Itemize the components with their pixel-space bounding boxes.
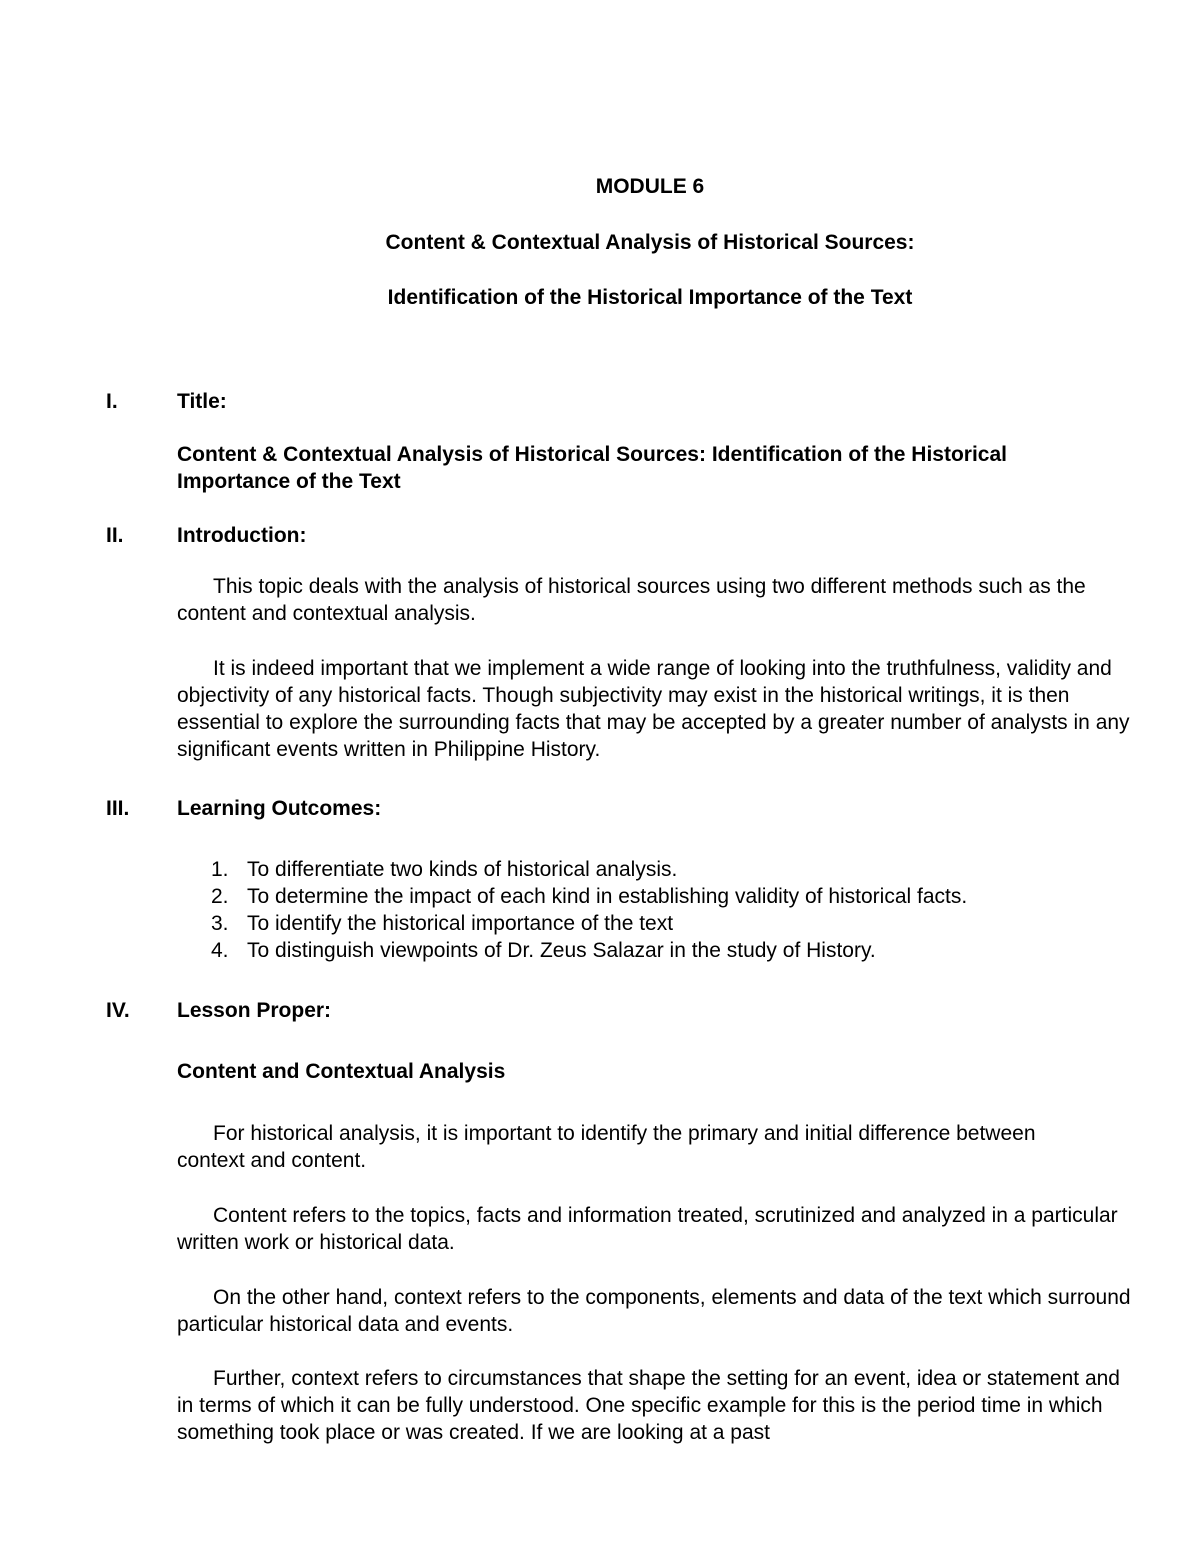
- section-heading-intro: Introduction:: [177, 524, 307, 547]
- section-heading-lesson: Lesson Proper:: [177, 999, 332, 1022]
- title-text-line-1: Content & Contextual Analysis of Historical Sources: Identification of the Historical: [177, 443, 1008, 466]
- title-text-line-2: Importance of the Text: [177, 470, 401, 493]
- section-number-outcomes: III.: [106, 797, 130, 820]
- module-subtitle-2: Identification of the Historical Importance of the Text: [387, 286, 913, 309]
- intro-paragraph-1: This topic deals with the analysis of historical sources using two different methods such as the content and contextual analysis.: [177, 575, 1086, 625]
- lesson-paragraph-4: Further, context refers to circumstances that shape the setting for an event, idea or statement and in terms of which it can be fully understood. One specific example for this is the period time in which something took place or was created. If we are looking at a past: [177, 1367, 1120, 1444]
- section-number-title: I.: [106, 390, 118, 413]
- list-item-number: 4.: [211, 939, 229, 962]
- list-item-number: 1.: [211, 858, 229, 881]
- section-heading-title: Title:: [177, 390, 227, 413]
- list-item: [211, 937, 876, 964]
- intro-paragraph-2: It is indeed important that we implement a wide range of looking into the truthfulness, validity and objectivity of any historical facts. Though subjectivity may exist in the historical writings, it is then essential to explore the surrounding facts that may be accepted by a greater number of analysts in any significant events written in Philippine History.: [177, 657, 1130, 761]
- section-number-lesson: IV.: [106, 999, 130, 1022]
- lesson-paragraph-2: Content refers to the topics, facts and information treated, scrutinized and analyzed in a particular written work or historical data.: [177, 1204, 1118, 1254]
- list-item: [211, 856, 677, 883]
- list-item: [211, 883, 967, 910]
- list-item-text: To differentiate two kinds of historical analysis.: [247, 858, 678, 881]
- module-subtitle-1: Content & Contextual Analysis of Historical Sources:: [385, 231, 915, 254]
- list-item-text: To identify the historical importance of the text: [247, 912, 674, 935]
- list-item: [211, 910, 673, 937]
- lesson-paragraph-1: For historical analysis, it is important to identify the primary and initial difference between context and content.: [177, 1122, 1036, 1172]
- list-item-number: 3.: [211, 912, 229, 935]
- list-item-number: 2.: [211, 885, 229, 908]
- lesson-paragraph-3: On the other hand, context refers to the components, elements and data of the text which surround particular historical data and events.: [177, 1286, 1131, 1336]
- list-item-text: To distinguish viewpoints of Dr. Zeus Salazar in the study of History.: [247, 939, 876, 962]
- lesson-subheading: Content and Contextual Analysis: [177, 1060, 506, 1083]
- section-heading-outcomes: Learning Outcomes:: [177, 797, 382, 820]
- module-title: MODULE 6: [595, 175, 705, 198]
- section-number-intro: II.: [106, 524, 124, 547]
- list-item-text: To determine the impact of each kind in establishing validity of historical facts.: [247, 885, 968, 908]
